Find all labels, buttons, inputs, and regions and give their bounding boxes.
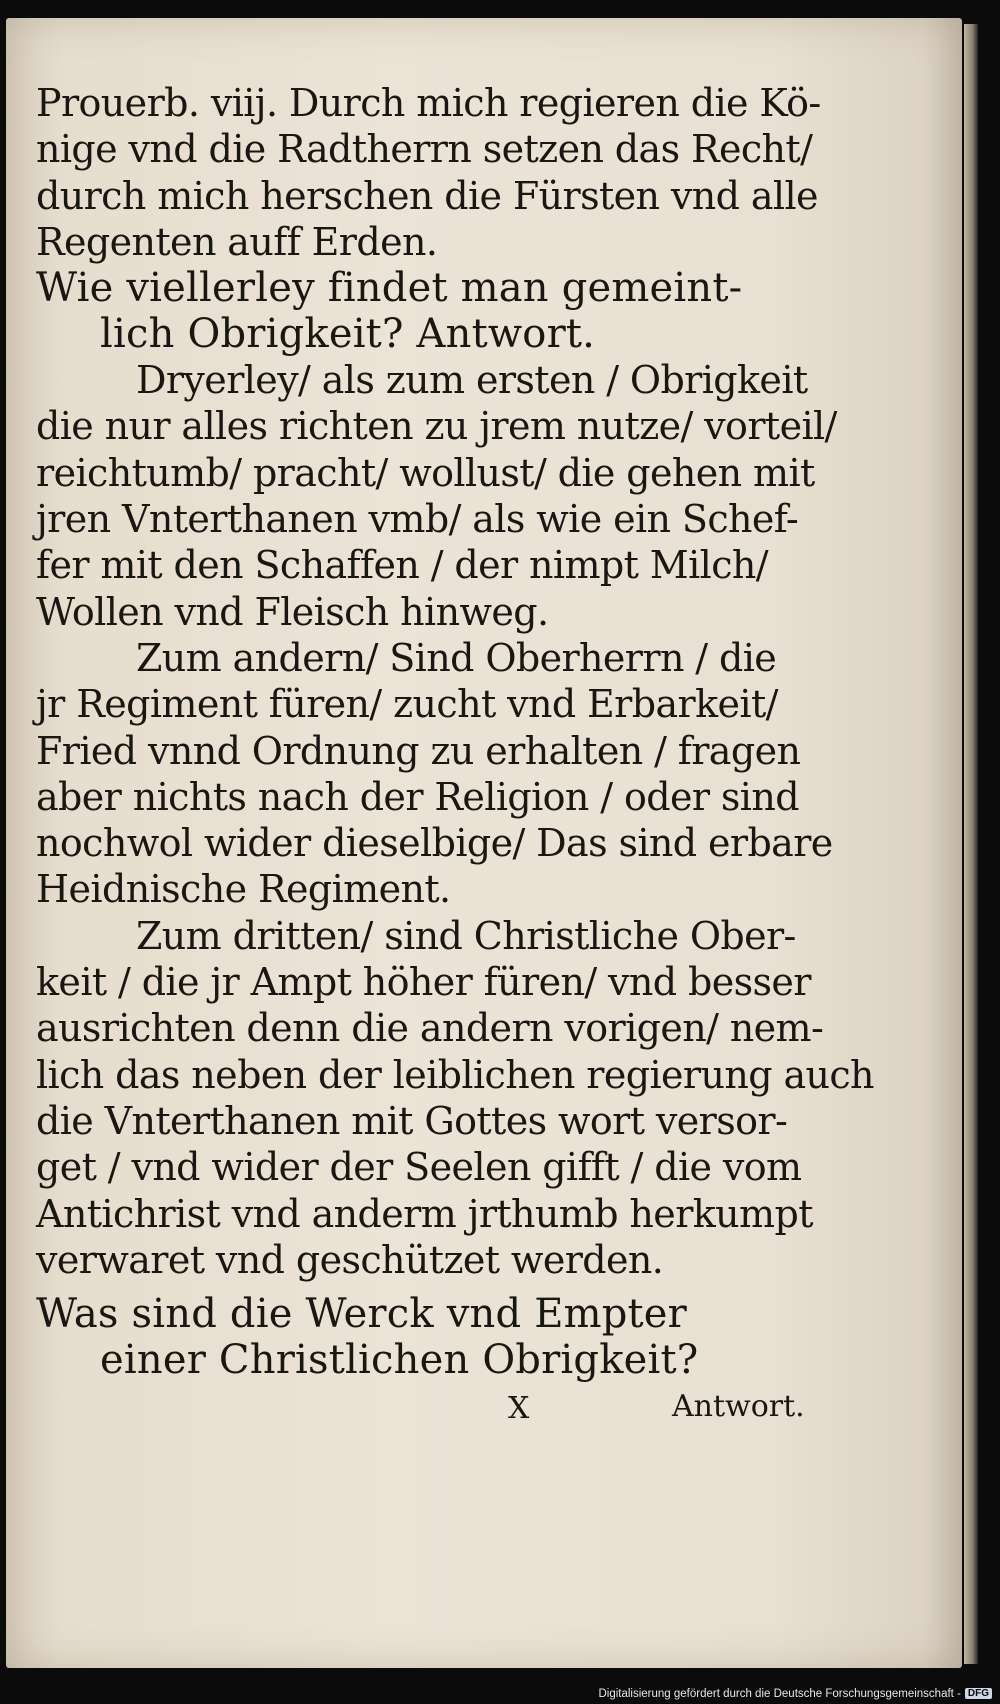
- text-line: Antichrist vnd anderm jrthumb herkumpt: [36, 1191, 813, 1236]
- digitization-credit: [598, 1688, 992, 1700]
- text-line: reichtumb/ pracht/ wollust/ die gehen mit: [36, 450, 815, 495]
- text-line: nochwol wider dieselbige/ Das sind erbare: [36, 821, 833, 866]
- text-line: lich das neben der leiblichen regierung auch: [36, 1052, 874, 1097]
- text-line: get / vnd wider der Seelen gifft / die vom: [36, 1145, 802, 1190]
- question-heading: einer Christlichen Obrigkeit?: [100, 1337, 699, 1384]
- text-line: die Vnterthanen mit Gottes wort versor-: [36, 1098, 788, 1143]
- page-text: [36, 80, 874, 1429]
- question-heading: Was sind die Werck vnd Empter: [36, 1291, 687, 1338]
- text-line: Heidnische Regiment.: [36, 867, 451, 912]
- text-line: keit / die jr Ampt höher füren/ vnd besser: [36, 960, 811, 1005]
- text-line: aber nichts nach der Religion / oder sind: [36, 774, 799, 819]
- text-line: Dryerley/ als zum ersten / Obrigkeit: [136, 358, 808, 403]
- text-line: nige vnd die Radtherrn setzen das Recht/: [36, 127, 813, 172]
- text-line: fer mit den Schaffen / der nimpt Milch/: [36, 543, 768, 588]
- question-heading: lich Obrigkeit? Antwort.: [100, 311, 596, 358]
- page-foot: [36, 1383, 836, 1429]
- text-line: Prouerb. viij. Durch mich regieren die Kö-: [36, 81, 821, 125]
- text-line: jr Regiment füren/ zucht vnd Erbarkeit/: [36, 682, 778, 727]
- question-heading: Wie viellerley findet man gemeint-: [36, 265, 743, 312]
- text-line: Regenten auff Erden.: [36, 219, 438, 264]
- text-line: Zum dritten/ sind Christliche Ober-: [136, 913, 796, 958]
- text-line: Fried vnnd Ordnung zu erhalten / fragen: [36, 728, 801, 773]
- text-line: durch mich herschen die Fürsten vnd alle: [36, 173, 818, 218]
- text-line: Wollen vnd Fleisch hinweg.: [36, 589, 549, 634]
- text-line: verwaret vnd geschützet werden.: [36, 1237, 664, 1282]
- text-line: Zum andern/ Sind Oberherrn / die: [136, 635, 777, 680]
- page-edge-shadow: [964, 24, 978, 1664]
- credit-text: Digitalisierung gefördert durch die Deutsche Forschungsgemeinschaft -: [598, 1688, 961, 1700]
- text-line: die nur alles richten zu jrem nutze/ vorteil/: [36, 404, 837, 449]
- text-line: ausrichten denn die andern vorigen/ nem-: [36, 1006, 824, 1051]
- signature-mark: X: [508, 1391, 530, 1427]
- dfg-logo: DFG: [965, 1688, 992, 1699]
- catchword: Antwort.: [672, 1389, 805, 1425]
- text-line: jren Vnterthanen vmb/ als wie ein Schef-: [36, 497, 799, 542]
